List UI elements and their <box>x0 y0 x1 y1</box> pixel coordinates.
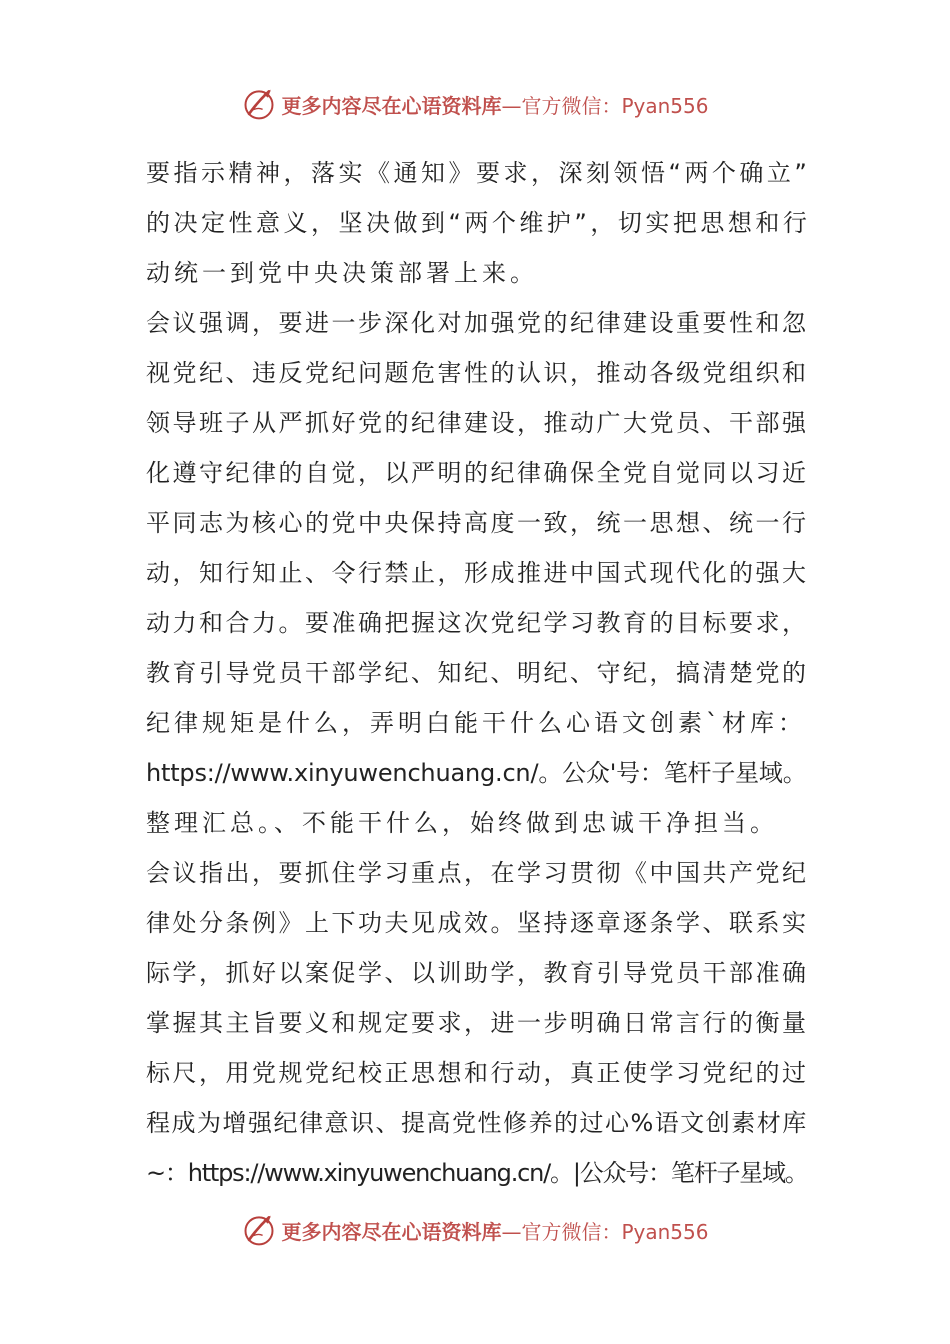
text-line: 会议强调，要进一步深化对加强党的纪律建设重要性和忽 <box>146 309 809 337</box>
header-banner <box>0 84 950 124</box>
footer-banner <box>0 1210 950 1250</box>
header-contact-text: —官方微信：Pyan556 <box>501 93 709 118</box>
pen-logo-icon <box>241 1212 277 1248</box>
text-line: 视党纪、违反党纪问题危害性的认识，推动各级党组织和 <box>146 359 809 387</box>
text-line: https://www.xinyuwenchuang.cn/。公众'号：笔杆子星域。 <box>146 759 807 787</box>
text-line: 动，知行知止、令行禁止，形成推进中国式现代化的强大 <box>146 559 809 587</box>
text-line: 要指示精神，落实《通知》要求，深刻领悟“两个确立” <box>146 159 811 187</box>
text-line: 律处分条例》上下功夫见成效。坚持逐章逐条学、联系实 <box>146 909 809 937</box>
text-line: 际学，抓好以案促学、以训助学，教育引导党员干部准确 <box>146 959 809 987</box>
footer-contact-text: —官方微信：Pyan556 <box>501 1219 709 1244</box>
text-line: 动力和合力。要准确把握这次党纪学习教育的目标要求， <box>146 609 809 637</box>
text-line: 掌握其主旨要义和规定要求，进一步明确日常言行的衡量 <box>146 1009 809 1037</box>
text-line: 的决定性意义，坚决做到“两个维护”，切实把思想和行 <box>146 209 811 237</box>
text-line: 平同志为核心的党中央保持高度一致，统一思想、统一行 <box>146 509 809 537</box>
document-body <box>146 148 816 1198</box>
header-brand-text: 更多内容尽在心语资料库 <box>281 93 502 118</box>
text-line: 领导班子从严抓好党的纪律建设，推动广大党员、干部强 <box>146 409 809 437</box>
footer-brand-text: 更多内容尽在心语资料库 <box>281 1219 502 1244</box>
pen-logo-icon <box>241 86 277 122</box>
text-line: 纪律规矩是什么，弄明白能干什么心语文创素`材库： <box>146 709 806 737</box>
text-line: ~：https://www.xinyuwenchuang.cn/。|公众号：笔杆子星域。 <box>146 1159 808 1187</box>
text-line: 程成为增强纪律意识、提高党性修养的过心%语文创素材库 <box>146 1109 808 1137</box>
text-line: 会议指出，要抓住学习重点，在学习贯彻《中国共产党纪 <box>146 859 809 887</box>
text-line: 教育引导党员干部学纪、知纪、明纪、守纪，搞清楚党的 <box>146 659 809 687</box>
text-line: 标尺，用党规党纪校正思想和行动，真正使学习党纪的过 <box>146 1059 809 1087</box>
text-line: 化遵守纪律的自觉，以严明的纪律确保全党自觉同以习近 <box>146 459 809 487</box>
text-line: 整理汇总。、不能干什么，始终做到忠诚干净担当。 <box>146 809 778 837</box>
text-line: 动统一到党中央决策部署上来。 <box>146 259 538 287</box>
